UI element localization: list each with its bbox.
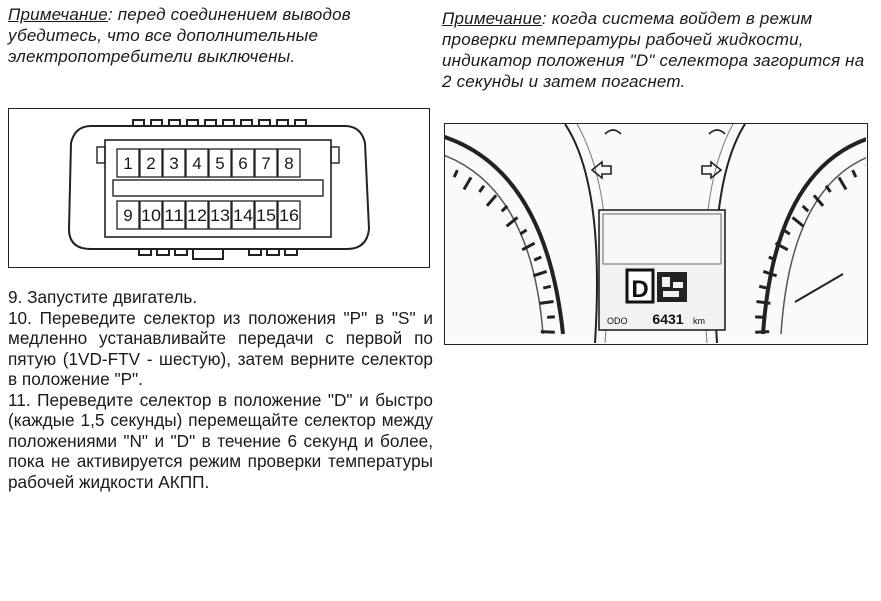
pin-16: 16 [279, 206, 299, 225]
instrument-cluster-drawing [445, 124, 866, 343]
pin-6: 6 [238, 154, 248, 173]
bottom-pin-row [117, 201, 300, 229]
pin-5: 5 [215, 154, 225, 173]
pin-8: 8 [284, 154, 294, 173]
top-pin-row [117, 149, 300, 177]
pin-15: 15 [256, 206, 276, 225]
pin-4: 4 [192, 154, 202, 173]
gauge-tick [756, 302, 770, 304]
gauge-tick [543, 286, 551, 288]
note-left-label: Примечание [8, 5, 108, 24]
odo-unit: km [693, 316, 705, 326]
transmission-temp-icon [657, 272, 687, 302]
pin-7: 7 [261, 154, 271, 173]
step-10: 10. Переведите селектор из положения "P" в "S" и медленно устанавливайте передачи с первой по пятую (1VD-FTV - шестую), затем верните селектор в положение "P". [8, 307, 433, 389]
pin-1: 1 [123, 154, 133, 173]
odo-value: 6431 [652, 311, 684, 327]
center-display [599, 210, 725, 330]
note-left [8, 4, 428, 67]
gear-letter: D [631, 276, 649, 303]
pin-9: 9 [123, 206, 133, 225]
note-left-text: : перед соединением выводов убедитесь, что все дополнительные электропотребители выключены. [8, 5, 351, 66]
instruction-steps [8, 287, 433, 492]
pin-2: 2 [146, 154, 156, 173]
pin-11: 11 [164, 206, 184, 225]
gauge-tick [755, 332, 769, 333]
pin-14: 14 [233, 206, 253, 225]
odo-label: ODO [607, 316, 628, 326]
dlc-connector-drawing [9, 109, 428, 266]
pin-10: 10 [141, 206, 161, 225]
step-9: 9. Запустите двигатель. [8, 287, 198, 307]
pin-12: 12 [187, 206, 207, 225]
dlc-connector-figure [8, 108, 430, 268]
gauge-tick [540, 302, 554, 304]
note-right-text: : когда система войдет в режим проверки температуры рабочей жидкости, индикатор положения "D" селектора загорится на 2 секунды и затем погаснет. [442, 9, 865, 91]
step-11: 11. Переведите селектор в положение "D" и быстро (каждые 1,5 секунды) перемещайте селектор между положениями "N" и "D" в течение 6 секунд и более, пока не активируется режим проверки температуры рабочей жидкости АКПП. [8, 389, 433, 492]
note-right [442, 8, 870, 92]
note-right-label: Примечание [442, 9, 542, 28]
instrument-cluster-figure [444, 123, 868, 345]
pin-13: 13 [210, 206, 230, 225]
gauge-tick [759, 286, 767, 288]
pin-3: 3 [169, 154, 179, 173]
gauge-tick [541, 332, 555, 333]
